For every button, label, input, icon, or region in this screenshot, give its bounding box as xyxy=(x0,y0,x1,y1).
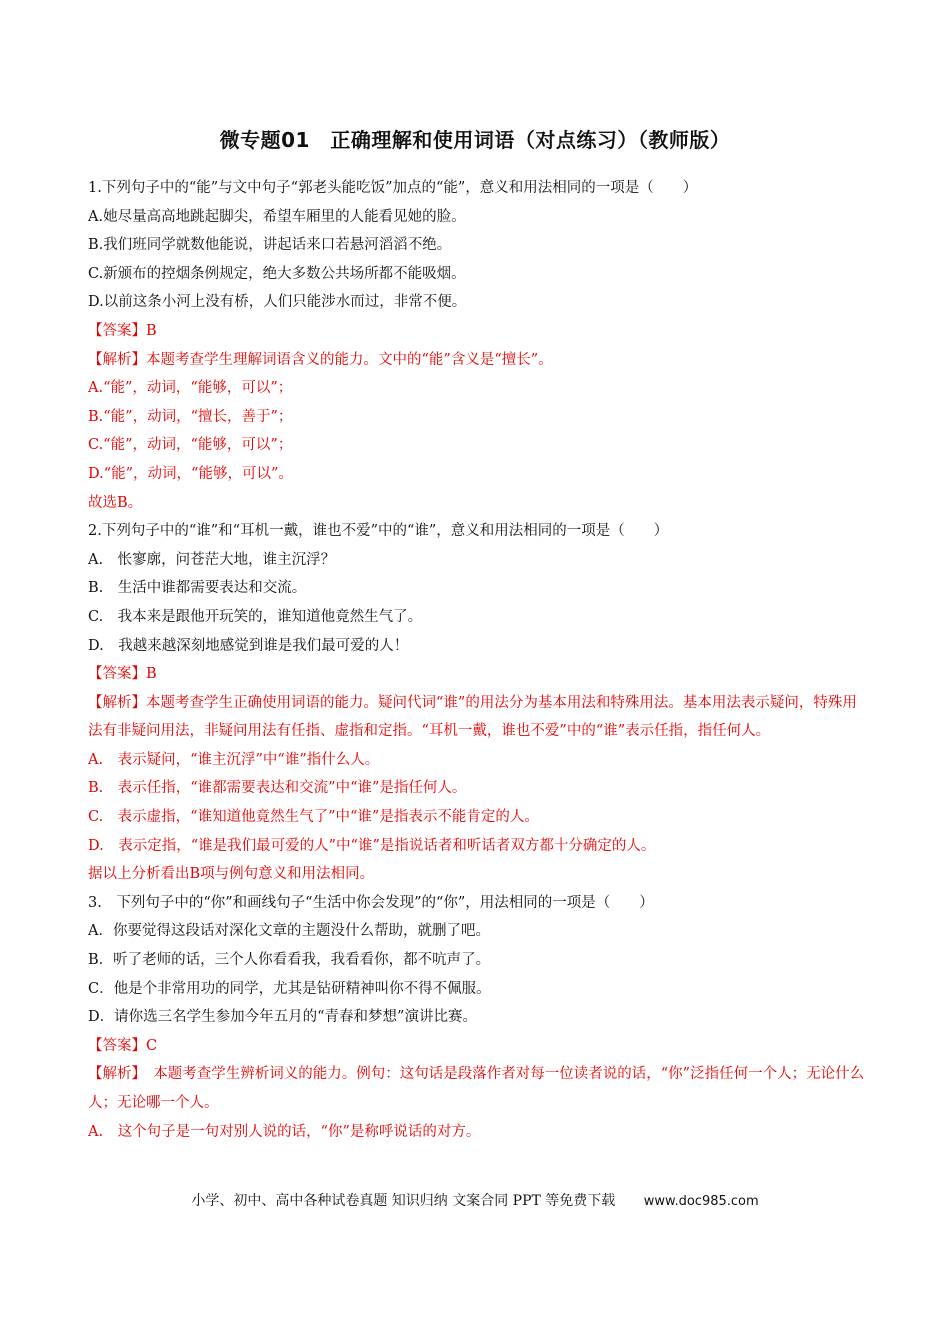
q2-stem: 2.下列句子中的“谁”和“耳机一戴，谁也不爱”中的“谁”，意义和用法相同的一项是（ ） xyxy=(88,523,669,540)
q1-analysis-d: D.“能”，动词，“能够，可以”。 xyxy=(88,465,293,482)
footer-url[interactable]: www.doc985.com xyxy=(643,1194,759,1209)
q1-analysis-a: A.“能”，动词，“能够，可以”； xyxy=(88,380,293,397)
q1-analysis-b: B.“能”，动词，“擅长，善于”； xyxy=(88,408,293,425)
q2-analysis-a: A. 表示疑问，“谁主沉浮”中“谁”指什么人。 xyxy=(88,751,380,768)
footer-text: 小学、初中、高中各种试卷真题 知识归纳 文案合同 PPT 等免费下载 xyxy=(191,1193,616,1209)
q2-analysis-d: D. 表示定指，“谁是我们最可爱的人”中“谁”是指说话者和听话者双方都十分确定的人。 xyxy=(88,837,656,854)
q1-option-b: B.我们班同学就数他能说，讲起话来口若悬河滔滔不绝。 xyxy=(88,237,452,254)
q3-option-b: B．听了老师的话，三个人你看看我，我看看你，都不吭声了。 xyxy=(88,952,491,969)
q1-option-d: D.以前这条小河上没有桥，人们只能涉水而过，非常不便。 xyxy=(88,294,467,311)
q1-option-c: C.新颁布的控烟条例规定，绝大多数公共场所都不能吸烟。 xyxy=(88,265,466,282)
q2-conclusion: 据以上分析看出B项与例句意义和用法相同。 xyxy=(88,866,375,883)
q3-analysis: 【解析】 本题考查学生辨析词义的能力。例句：这句话是段落作者对每一位读者说的话，“你”泛指任何一个人；无论什么人；无论哪一个人。 xyxy=(88,1066,865,1111)
q1-stem: 1.下列句子中的“能”与文中句子“郭老头能吃饭”加点的“能”，意义和用法相同的一项是（ ） xyxy=(88,180,698,196)
q3-option-c: C．他是个非常用功的同学，尤其是钻研精神叫你不得不佩服。 xyxy=(88,980,491,997)
q3-answer: 【答案】C xyxy=(88,1037,158,1054)
q2-analysis: 【解析】本题考查学生正确使用词语的能力。疑问代词“谁”的用法分为基本用法和特殊用法。基本用法表示疑问，特殊用法有非疑问用法，非疑问用法有任指、虚指和定指。“耳机一戴，谁也不爱”中的“谁”表示任指，指任何人。 xyxy=(88,694,857,740)
q3-option-d: D．请你选三名学生参加今年五月的“青春和梦想”演讲比赛。 xyxy=(88,1009,477,1026)
q2-option-d: D. 我越来越深刻地感觉到谁是我们最可爱的人！ xyxy=(88,637,409,654)
page-title: 微专题01 正确理解和使用词语（对点练习）（教师版） xyxy=(219,128,731,152)
q2-analysis-b: B. 表示任指，“谁都需要表达和交流”中“谁”是指任何人。 xyxy=(88,780,467,797)
q2-analysis-c: C. 表示虚指，“谁知道他竟然生气了”中“谁”是指表示不能肯定的人。 xyxy=(88,809,539,826)
q2-option-a: A. 怅寥廓，问苍茫大地，谁主沉浮？ xyxy=(88,551,336,568)
q3-option-a: A．你要觉得这段话对深化文章的主题没什么帮助，就删了吧。 xyxy=(88,923,490,940)
q2-option-c: C. 我本来是跟他开玩笑的，谁知道他竟然生气了。 xyxy=(88,608,423,625)
q2-answer: 【答案】B xyxy=(88,666,157,683)
q3-analysis-a: A. 这个句子是一句对别人说的话，“你”是称呼说话的对方。 xyxy=(88,1123,481,1140)
q1-conclusion: 故选B。 xyxy=(88,494,143,511)
q1-analysis-c: C.“能”，动词，“能够，可以”； xyxy=(88,437,293,454)
q1-answer: 【答案】B xyxy=(88,322,157,339)
q1-option-a: A.她尽量高高地跳起脚尖，希望车厢里的人能看见她的脸。 xyxy=(88,208,466,225)
q2-option-b: B. 生活中谁都需要表达和交流。 xyxy=(88,580,307,597)
page-footer xyxy=(0,1190,950,1210)
document-body xyxy=(88,174,868,1146)
q1-analysis: 【解析】本题考查学生理解词语含义的能力。文中的“能”含义是“擅长”。 xyxy=(88,351,553,368)
q3-stem: 3. 下列句子中的“你”和画线句子“生活中你会发现”的“你”，用法相同的一项是（ ） xyxy=(88,894,654,911)
